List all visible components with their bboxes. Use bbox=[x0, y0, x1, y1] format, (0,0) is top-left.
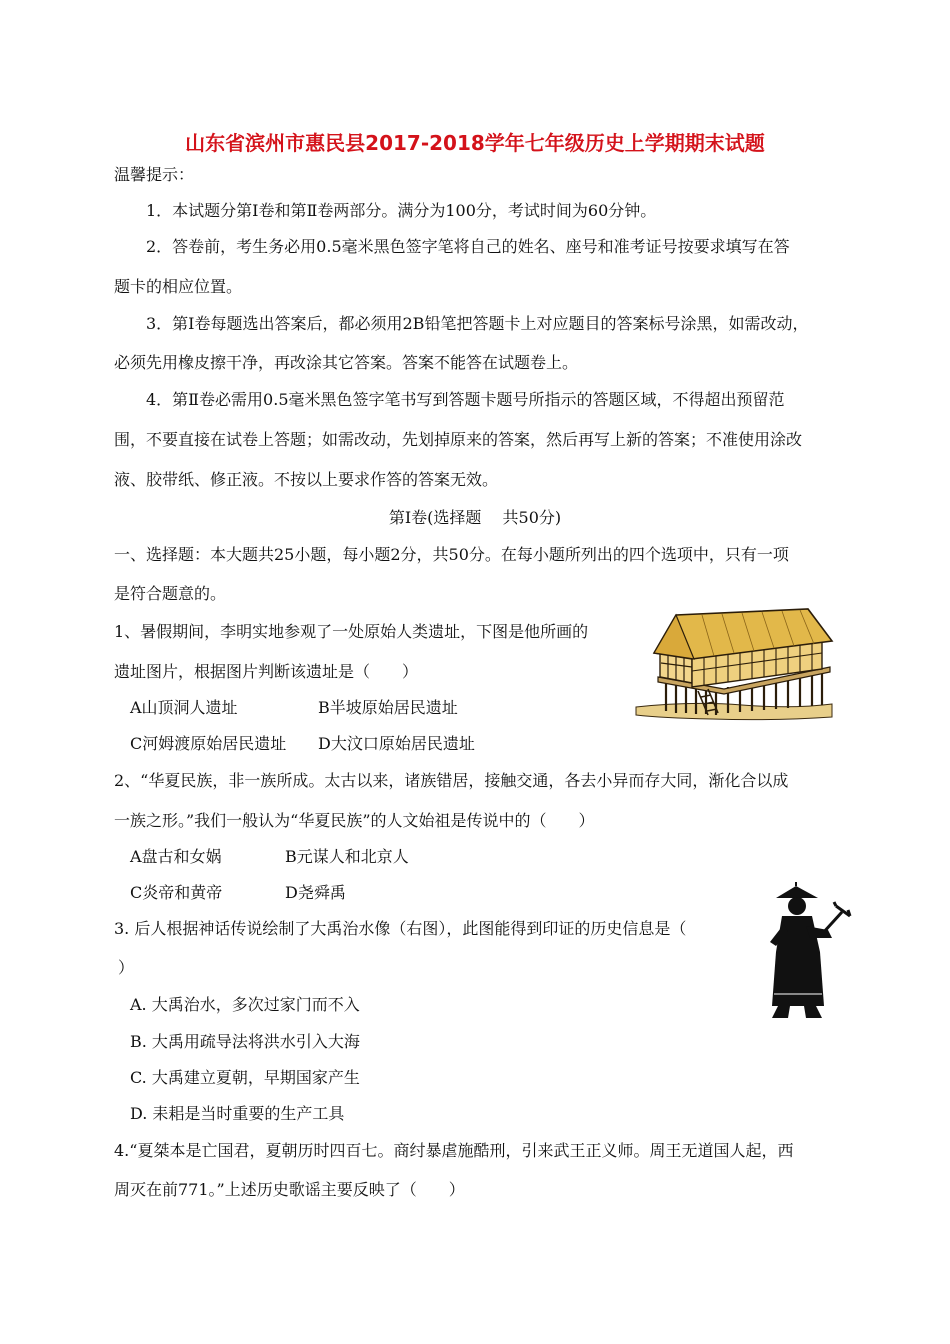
question-1-option-d: D大汶口原始居民遗址 bbox=[318, 734, 475, 753]
tip-3-line-1: 3．第Ⅰ卷每题选出答案后，都必须用2B铅笔把答题卡上对应题目的答案标号涂黑，如需改动， bbox=[146, 314, 809, 333]
tip-4-line-2: 围，不要直接在试卷上答题；如需改动，先划掉原来的答案，然后再写上新的答案；不准使用涂改 bbox=[114, 430, 803, 449]
question-3-stem-line-2: ） bbox=[118, 958, 135, 977]
question-3-option-a: A. 大禹治水，多次过家门而不入 bbox=[130, 995, 360, 1014]
question-1-stem-line-1: 1、暑假期间，李明实地参观了一处原始人类遗址，下图是他所画的 bbox=[114, 622, 589, 641]
question-1-option-b: B半坡原始居民遗址 bbox=[318, 698, 458, 717]
question-3-option-b: B. 大禹用疏导法将洪水引入大海 bbox=[130, 1032, 360, 1051]
question-2-option-b: B元谋人和北京人 bbox=[285, 847, 409, 866]
tip-4-line-1: 4．第Ⅱ卷必需用0.5毫米黑色签字笔书写到答题卡题号所指示的答题区域，不得超出预留范 bbox=[146, 390, 785, 409]
tip-2-line-1: 2．答卷前，考生务必用0.5毫米黑色签字笔将自己的姓名、座号和准考证号按要求填写在答 bbox=[146, 237, 790, 256]
da-yu-figure bbox=[762, 882, 852, 1024]
question-2-option-d: D尧舜禹 bbox=[285, 883, 346, 902]
question-3-option-d: D. 耒耜是当时重要的生产工具 bbox=[130, 1104, 345, 1123]
question-2-option-a: A盘古和女娲 bbox=[130, 847, 222, 866]
question-3-option-c: C. 大禹建立夏朝，早期国家产生 bbox=[130, 1068, 360, 1087]
question-1-option-c: C河姆渡原始居民遗址 bbox=[130, 734, 287, 753]
question-1-stem-line-2: 遗址图片，根据图片判断该遗址是（ ） bbox=[114, 662, 419, 681]
section-1-heading: 第Ⅰ卷(选择题 共50分) bbox=[388, 508, 562, 527]
page-title: 山东省滨州市惠民县2017-2018学年七年级历史上学期期末试题 bbox=[185, 131, 765, 155]
tip-2-line-2: 题卡的相应位置。 bbox=[114, 277, 243, 296]
question-1-option-a: A山顶洞人遗址 bbox=[130, 698, 238, 717]
section-1-instruction-line-2: 是符合题意的。 bbox=[114, 584, 227, 603]
stilt-house-figure bbox=[632, 607, 837, 722]
question-3-stem-line-1: 3. 后人根据神话传说绘制了大禹治水像（右图），此图能得到印证的历史信息是（ bbox=[114, 919, 687, 938]
question-4-stem-line-2: 周灭在前771。”上述历史歌谣主要反映了（ ） bbox=[114, 1180, 465, 1199]
tip-3-line-2: 必须先用橡皮擦干净，再改涂其它答案。答案不能答在试题卷上。 bbox=[114, 353, 579, 372]
question-2-option-c: C炎帝和黄帝 bbox=[130, 883, 223, 902]
tip-1-line-1: 1．本试题分第Ⅰ卷和第Ⅱ卷两部分。满分为100分，考试时间为60分钟。 bbox=[146, 201, 657, 220]
question-4-stem-line-1: 4.“夏桀本是亡国君，夏朝历时四百七。商纣暴虐施酷刑，引来武王正义师。周王无道国人起，西 bbox=[114, 1141, 794, 1160]
question-2-stem-line-2: 一族之形。”我们一般认为“华夏民族”的人文始祖是传说中的（ ） bbox=[114, 811, 595, 830]
section-1-instruction-line-1: 一、选择题：本大题共25小题，每小题2分，共50分。在每小题所列出的四个选项中，只有一项 bbox=[114, 545, 789, 564]
question-2-stem-line-1: 2、“华夏民族，非一族所成。太古以来，诸族错居，接触交通，各去小异而存大同，渐化合以成 bbox=[114, 771, 789, 790]
tip-4-line-3: 液、胶带纸、修正液。不按以上要求作答的答案无效。 bbox=[114, 470, 499, 489]
tips-heading: 温馨提示： bbox=[114, 165, 195, 184]
